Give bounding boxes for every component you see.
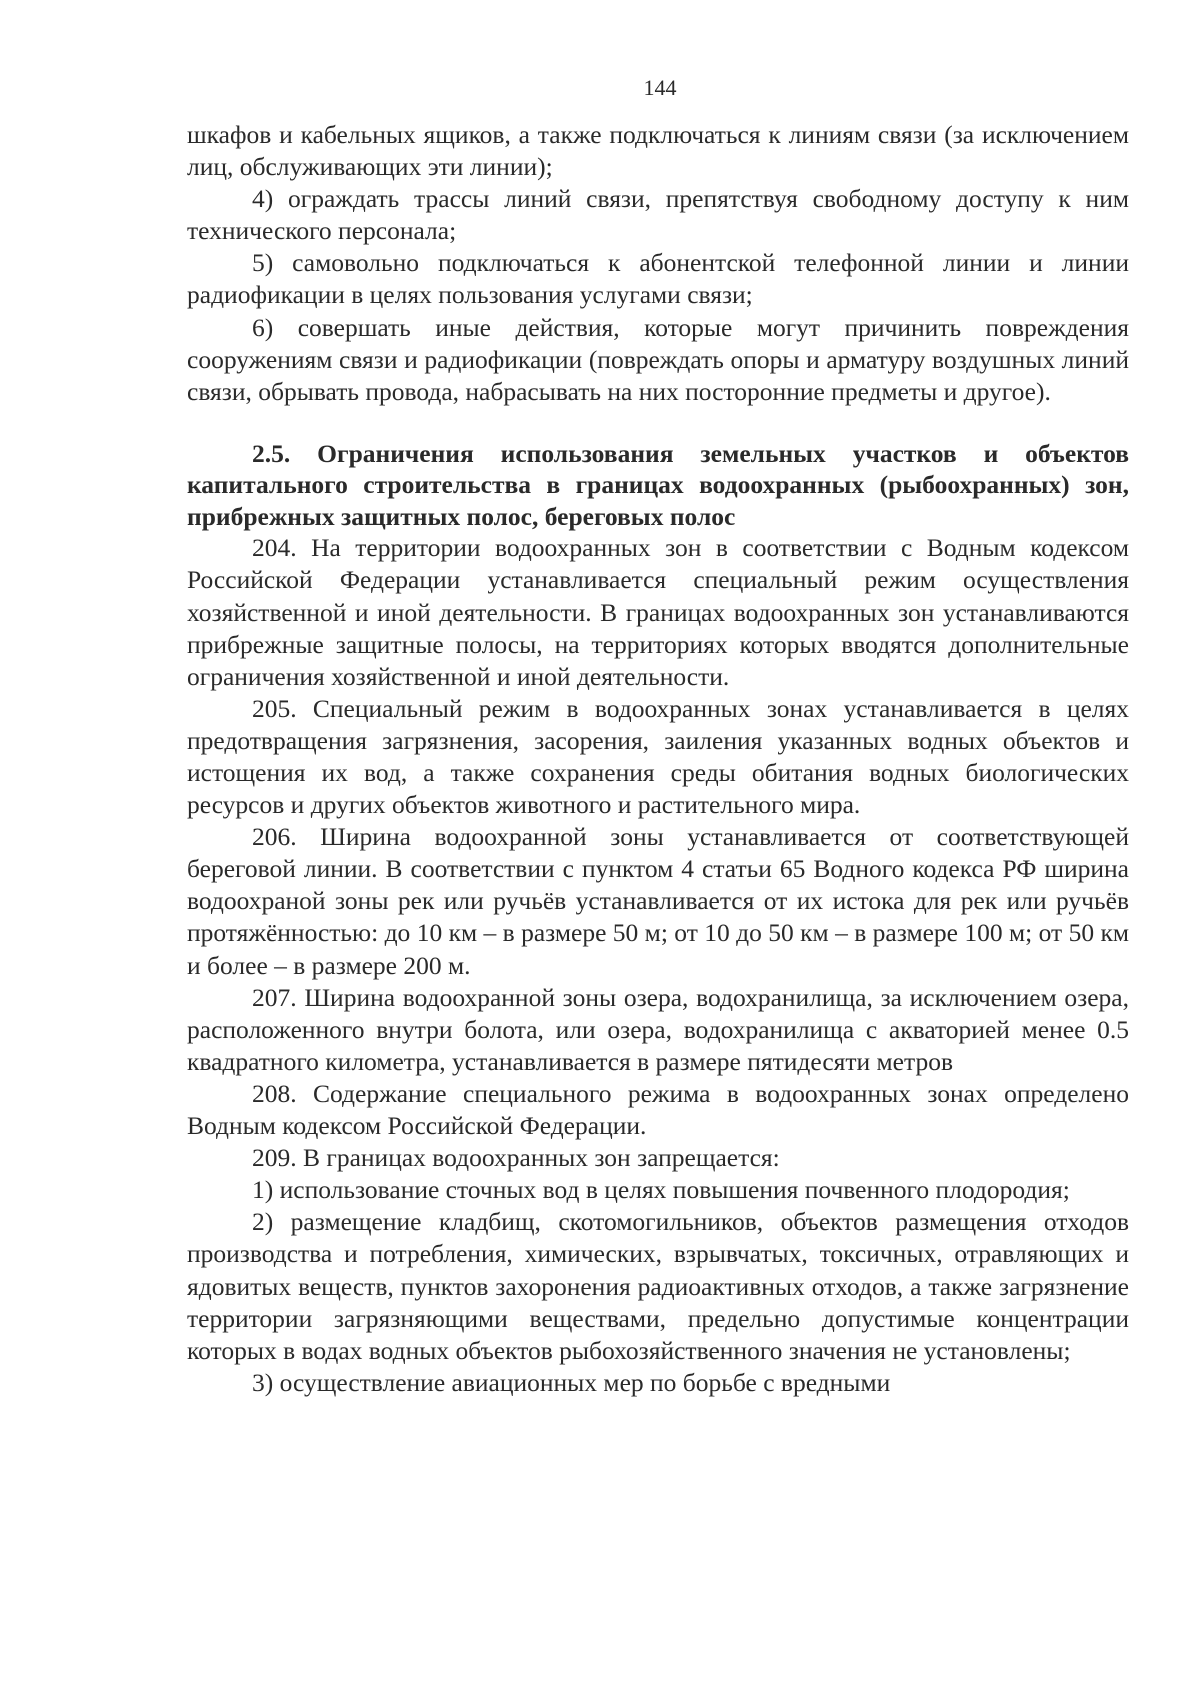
- document-body: [187, 119, 1129, 1399]
- paragraph-continuation: шкафов и кабельных ящиков, а также подключаться к линиям связи (за исключением лиц, обслуживающих эти линии);: [187, 120, 1129, 182]
- paragraph-209: 209. В границах водоохранных зон запрещается:: [252, 1143, 780, 1173]
- section-heading: 2.5. Ограничения использования земельных участков и объектов капитального строительства в границах водоохранных (рыбоохранных) зон, прибрежных защитных полос, береговых полос: [187, 438, 1129, 531]
- list-item: 3) осуществление авиационных мер по борьбе с вредными: [252, 1367, 891, 1397]
- paragraph-205: 205. Специальный режим в водоохранных зонах устанавливается в целях предотвращения загрязнения, засорения, заиления указанных водных объектов и истощения их вод, а также сохранения среды обитания водных биологических ресурсов и других объектов животного и растительного мира.: [187, 693, 1129, 820]
- paragraph-208: 208. Содержание специального режима в водоохранных зонах определено Водным кодексом Российской Федерации.: [187, 1078, 1129, 1141]
- list-item: 4) ограждать трассы линий связи, препятствуя свободному доступу к ним технического персонала;: [187, 184, 1129, 246]
- paragraph-204: 204. На территории водоохранных зон в соответствии с Водным кодексом Российской Федерации устанавливается специальный режим осуществления хозяйственной и иной деятельности. В границах водоохранных зон устанавливаются прибрежные защитные полосы, на территориях которых вводятся дополнительные ограничения хозяйственной и иной деятельности.: [187, 533, 1129, 691]
- list-item: 2) размещение кладбищ, скотомогильников, объектов размещения отходов производства и потребления, химических, взрывчатых, токсичных, отравляющих и ядовитых веществ, пунктов захоронения радиоактивных отходов, а также загрязнение территории загрязняющими веществами, предельно допустимые концентрации которых в водах водных объектов рыбохозяйственного значения не установлены;: [187, 1207, 1129, 1365]
- paragraph-206: 206. Ширина водоохранной зоны устанавливается от соответствующей береговой линии. В соответствии с пунктом 4 статьи 65 Водного кодекса РФ ширина водоохраной зоны рек или ручьёв устанавливается от их истока для рек или ручьёв протяжённостью: до 10 км – в размере 50 м; от 10 до 50 км – в размере 100 м; от 50 км и более – в размере 200 м.: [187, 822, 1129, 980]
- page-number: 144: [643, 75, 677, 100]
- list-item: 6) совершать иные действия, которые могут причинить повреждения сооружениям связи и радиофикации (повреждать опоры и арматуру воздушных линий связи, обрывать провода, набрасывать на них посторонние предметы и другое).: [187, 312, 1129, 406]
- list-item: 1) использование сточных вод в целях повышения почвенного плодородия;: [252, 1175, 1070, 1205]
- paragraph-207: 207. Ширина водоохранной зоны озера, водохранилища, за исключением озера, расположенного внутри болота, или озера, водохранилища с акваторией менее 0.5 квадратного километра, устанавливается в размере пятидесяти метров: [187, 982, 1129, 1076]
- list-item: 5) самовольно подключаться к абонентской телефонной линии и линии радиофикации в целях пользования услугами связи;: [187, 248, 1129, 310]
